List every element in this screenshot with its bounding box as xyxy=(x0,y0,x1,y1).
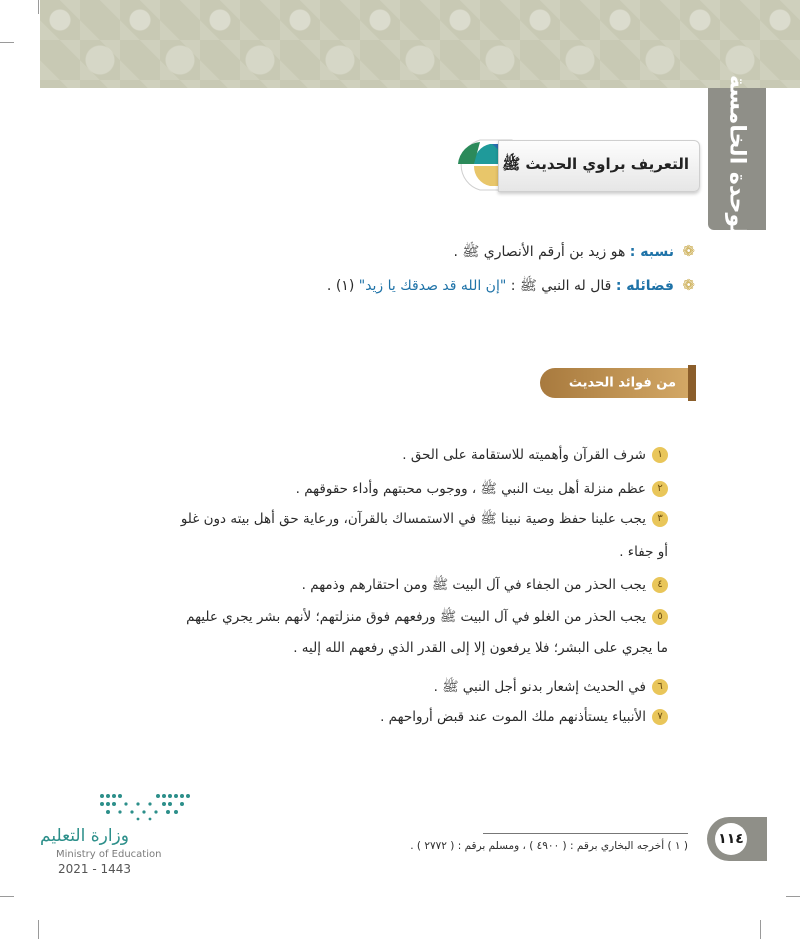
virtues-label: فضائله : xyxy=(615,278,674,294)
crop-mark xyxy=(38,920,39,939)
banner-cap xyxy=(688,365,696,401)
item-number: ٤ xyxy=(652,577,668,593)
crop-mark xyxy=(760,920,761,939)
list-item xyxy=(302,572,668,599)
crop-mark xyxy=(786,896,800,897)
page-number-badge xyxy=(707,817,767,861)
item-number: ٧ xyxy=(652,709,668,725)
benefits-title: من فوائد الحديث xyxy=(568,375,676,391)
crop-mark xyxy=(0,42,14,43)
unit-tab-label: الوحدة الخامسة xyxy=(724,74,750,244)
item-number: ٣ xyxy=(652,511,668,527)
item-text: في الحديث إشعار بدنو أجل النبي ﷺ . xyxy=(433,679,646,695)
footnote-divider xyxy=(483,833,688,834)
item-text: شرف القرآن وأهميته للاستقامة على الحق . xyxy=(402,447,646,463)
ministry-logo-icon xyxy=(98,792,190,822)
unit-tab xyxy=(708,74,766,244)
flower-bullet-icon: ❁ xyxy=(682,242,695,260)
virtues-text: قال له النبي ﷺ : xyxy=(510,278,612,294)
narrator-title: التعريف براوي الحديث ﷺ xyxy=(502,155,689,173)
crop-mark xyxy=(38,0,39,14)
item-text-continued: أو جفاء . xyxy=(619,544,668,560)
virtues-quote: "إن الله قد صدقك يا زيد" xyxy=(358,278,507,294)
list-item xyxy=(380,704,668,731)
item-text: يجب الحذر من الجفاء في آل البيت ﷺ ومن احتقارهم وذمهم . xyxy=(301,577,646,593)
list-item xyxy=(402,442,668,469)
item-number: ٦ xyxy=(652,679,668,695)
item-text: يجب الحذر من الغلو في آل البيت ﷺ ورفعهم فوق منزلتهم؛ لأنهم بشر يجري عليهم xyxy=(186,609,646,625)
ministry-year: 2021 - 1443 xyxy=(58,862,132,876)
item-text: يجب علينا حفظ وصية نبينا ﷺ في الاستمساك بالقرآن، ورعاية حق أهل بيته دون غلو xyxy=(180,511,646,527)
item-text-continued: ما يجري على البشر؛ فلا يرفعون إلا إلى القدر الذي رفعهم الله إليه . xyxy=(293,640,668,656)
list-item xyxy=(434,674,668,701)
narrator-title-banner xyxy=(452,136,698,194)
list-item xyxy=(296,476,668,503)
lineage-label: نسبه : xyxy=(629,244,674,260)
item-text: الأنبياء يستأذنهم ملك الموت عند قبض أرواحهم . xyxy=(380,709,646,725)
flower-bullet-icon: ❁ xyxy=(682,276,695,294)
footnote: ( ١ ) أخرجه البخاري برقم : ( ٤٩٠٠ ) ، ومسلم برقم : ( ٢٧٧٢ ) . xyxy=(410,840,688,852)
lineage-line xyxy=(454,242,695,263)
item-text: عظم منزلة أهل بيت النبي ﷺ ، ووجوب محبتهم وأداء حقوقهم . xyxy=(295,481,646,497)
ministry-name-arabic: وزارة التعليم xyxy=(40,826,129,846)
list-item xyxy=(98,604,668,662)
item-number: ٥ xyxy=(652,609,668,625)
item-number: ٢ xyxy=(652,481,668,497)
narrator-title-box xyxy=(498,140,700,192)
benefits-title-banner xyxy=(540,368,690,398)
list-item xyxy=(98,506,668,566)
virtues-ref: (١) . xyxy=(326,278,355,294)
decorative-header xyxy=(40,0,800,88)
virtues-line xyxy=(327,276,695,297)
lineage-text: هو زيد بن أرقم الأنصاري ﷺ . xyxy=(453,244,626,260)
item-number: ١ xyxy=(652,447,668,463)
crop-mark xyxy=(0,896,14,897)
ministry-name-english: Ministry of Education xyxy=(56,849,162,860)
page-number: ١١٤ xyxy=(715,823,747,855)
